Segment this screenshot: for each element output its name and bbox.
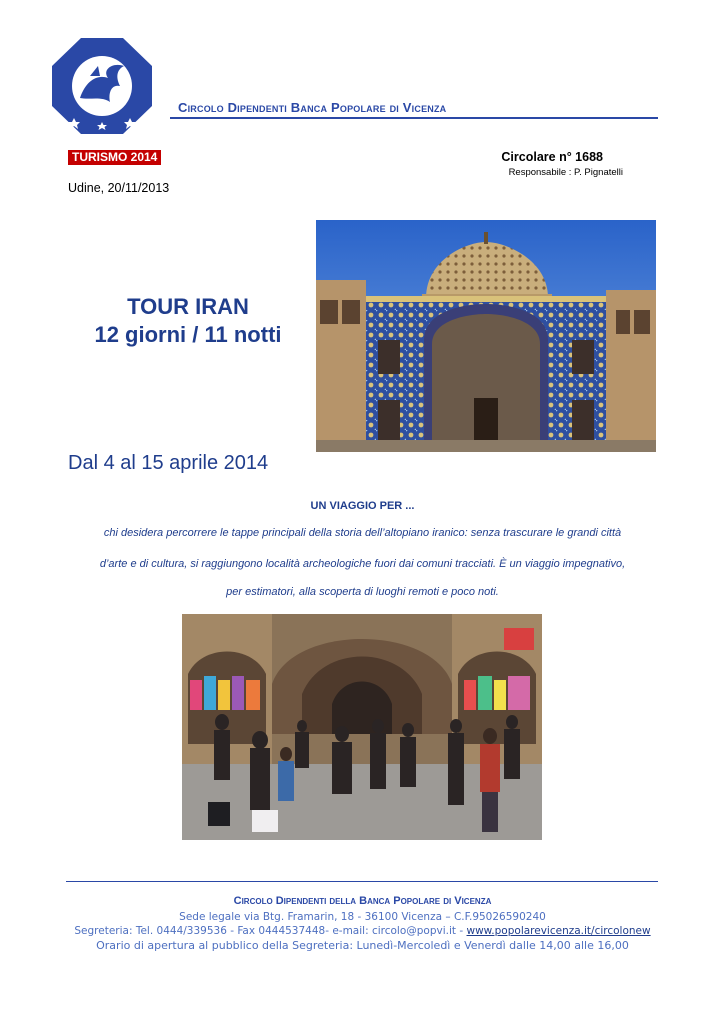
footer-title: Circolo Dipendenti della Banca Popolare di Vicenza — [233, 895, 492, 907]
header-title: Circolo Dipendenti Banca Popolare di Vicenza — [178, 100, 447, 115]
footer-divider — [66, 881, 658, 882]
footer-orari: Orario di apertura al pubblico della Segreteria: Lunedì-Mercoledì e Venerdì dalle 14,00 alle 16,00 — [96, 939, 629, 952]
circolo-logo — [50, 36, 154, 136]
document-date: Udine, 20/11/2013 — [68, 181, 170, 195]
tour-title-line2: 12 giorni / 11 notti — [94, 322, 282, 347]
footer-sede: Sede legale via Btg. Framarin, 18 - 36100 Vicenza – C.F.95026590240 — [179, 911, 546, 923]
description-line: d’arte e di cultura, si raggiungono località archeologiche fuori dai comuni tracciati. È un viaggio impegnativo, — [99, 558, 626, 570]
turismo-badge: TURISMO 2014 — [68, 150, 161, 165]
description-line: per estimatori, alla scoperta di luoghi remoti e poco noti. — [226, 586, 499, 598]
header-divider — [170, 117, 658, 119]
tour-title-line1: TOUR IRAN — [127, 294, 249, 319]
mosque-photo — [316, 220, 656, 452]
responsabile: Responsabile : P. Pignatelli — [508, 167, 623, 178]
description-heading: UN VIAGGIO PER ... — [310, 500, 415, 512]
footer-segreteria — [0, 925, 725, 937]
tour-dates: Dal 4 al 15 aprile 2014 — [68, 452, 269, 474]
website-link[interactable]: www.popolarevicenza.it/circolonew — [466, 925, 651, 937]
bazaar-photo — [182, 614, 542, 840]
description-line: chi desidera percorrere le tappe principali della storia dell’altopiano iranico: senza trascurare le grandi città — [103, 527, 622, 539]
tour-title — [68, 293, 308, 349]
footer-segreteria-text: Segreteria: Tel. 0444/339536 - Fax 0444537448- e-mail: circolo@popvi.it - — [74, 925, 467, 937]
circolare-number: Circolare n° 1688 — [501, 150, 603, 164]
